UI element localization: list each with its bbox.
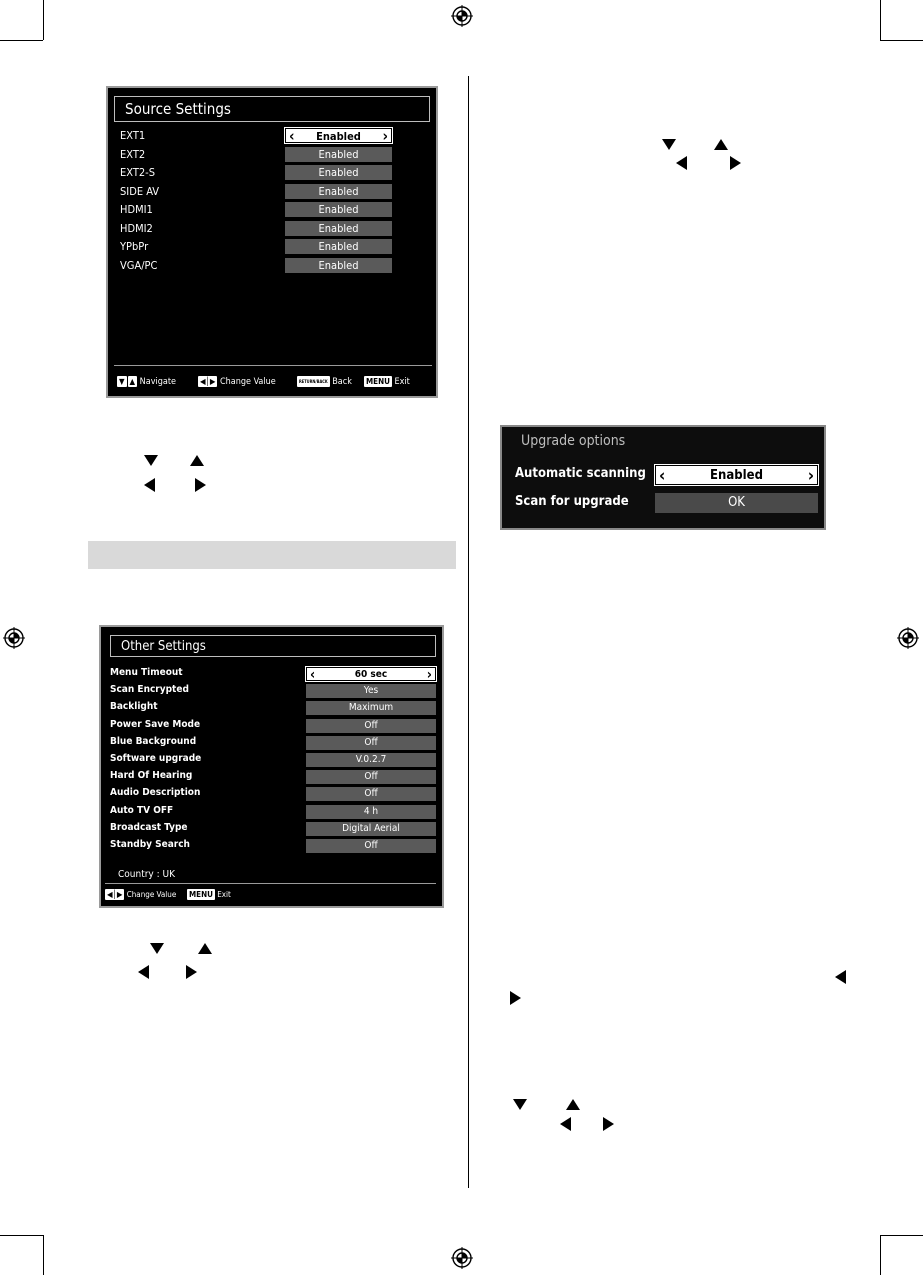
legend-separator (114, 365, 432, 366)
legend-separator (105, 883, 436, 884)
crop-mark (43, 1235, 44, 1275)
setting-value-selector[interactable] (285, 128, 392, 143)
setting-label: VGA/PC (120, 258, 158, 272)
setting-label: Scan for upgrade (515, 494, 629, 509)
source-settings-screen (106, 86, 438, 398)
setting-value-selector[interactable] (285, 258, 392, 273)
setting-label: Blue Background (110, 735, 197, 747)
setting-value-text: 60 sec (354, 669, 388, 680)
left-arrow-icon (676, 156, 687, 170)
setting-value-text: Digital Aerial (342, 822, 400, 834)
legend-exit: MENU Exit (189, 890, 231, 899)
setting-value-text: Enabled (318, 184, 359, 198)
crop-mark (880, 0, 881, 40)
setting-value-text: V.0.2.7 (355, 754, 387, 765)
setting-label: Broadcast Type (110, 821, 188, 833)
legend-exit: MENU Exit (366, 377, 410, 387)
down-arrow-icon (513, 1099, 527, 1110)
legend-navigate: ▼ ▲ Navigate (119, 377, 176, 387)
setting-value-text: Enabled (318, 240, 359, 253)
chevron-left-icon[interactable]: ‹ (310, 667, 316, 683)
setting-label: Scan Encrypted (110, 684, 189, 696)
legend-change-value: ◀│▶ Change Value (107, 890, 177, 899)
setting-label: Software upgrade (110, 753, 202, 764)
country-label: Country : UK (118, 869, 175, 880)
setting-value-selector[interactable] (306, 667, 436, 681)
crop-mark (43, 0, 44, 40)
upgrade-options-title: Upgrade options (521, 433, 626, 449)
chevron-right-icon[interactable]: › (807, 466, 814, 486)
setting-value-selector[interactable] (306, 736, 436, 750)
column-divider (468, 76, 469, 1188)
setting-value-selector[interactable] (285, 202, 392, 217)
right-arrow-icon (603, 1117, 614, 1131)
setting-value-selector[interactable] (655, 493, 818, 513)
setting-label: Auto TV OFF (110, 804, 174, 816)
setting-value-selector[interactable] (306, 753, 436, 767)
upgrade-options-screen (500, 425, 826, 530)
up-arrow-icon (566, 1099, 580, 1110)
chevron-right-icon[interactable]: › (382, 127, 388, 145)
registration-mark-icon (451, 5, 473, 27)
setting-value-text: Off (364, 771, 378, 783)
setting-value-text: Enabled (318, 166, 359, 179)
setting-value-selector[interactable] (285, 147, 392, 162)
setting-value-text: Enabled (318, 258, 359, 272)
setting-value-selector[interactable] (306, 787, 436, 801)
setting-value-text: Maximum (348, 702, 394, 714)
up-key-icon: ▲ (129, 377, 136, 386)
setting-value-text: 4 h (363, 805, 379, 817)
left-arrow-icon (835, 970, 846, 984)
setting-label: EXT2 (120, 147, 146, 161)
left-arrow-icon (144, 478, 155, 492)
setting-label: Power Save Mode (110, 718, 201, 730)
return-key-icon: RETURN/BACK (297, 376, 330, 387)
setting-label: YPbPr (120, 240, 149, 253)
down-arrow-icon (662, 139, 676, 150)
setting-label: Hard Of Hearing (110, 770, 193, 782)
setting-label: EXT2-S (120, 166, 156, 179)
up-arrow-icon (190, 455, 204, 466)
right-arrow-icon (730, 156, 741, 170)
setting-label: EXT1 (120, 129, 146, 142)
other-settings-title: Other Settings (110, 635, 436, 657)
chevron-left-icon[interactable]: ‹ (289, 127, 295, 145)
crop-mark (880, 1235, 923, 1236)
setting-value-selector[interactable] (306, 839, 436, 853)
left-right-key-icon: ◀│▶ (107, 890, 123, 899)
left-arrow-icon (560, 1117, 571, 1131)
menu-key-icon: MENU (366, 377, 390, 386)
left-arrow-icon (138, 965, 149, 979)
setting-label: Automatic scanning (515, 466, 646, 481)
setting-label: Audio Description (110, 787, 201, 799)
setting-value-selector[interactable] (306, 805, 436, 819)
registration-mark-icon (897, 627, 919, 649)
setting-label: HDMI2 (120, 221, 153, 235)
setting-value-text: Enabled (316, 130, 361, 143)
setting-value-selector[interactable] (306, 719, 436, 733)
setting-value-text: Enabled (710, 468, 763, 483)
down-arrow-icon (144, 455, 158, 466)
setting-value-text: Off (364, 719, 378, 731)
left-right-key-icon: ◀│▶ (200, 377, 216, 386)
setting-value-text: OK (728, 495, 745, 510)
crop-mark (0, 1235, 43, 1236)
registration-mark-icon (451, 1247, 473, 1269)
setting-value-text: Enabled (318, 203, 359, 216)
source-settings-title: Source Settings (114, 96, 430, 122)
setting-value-selector[interactable] (285, 239, 392, 254)
down-key-icon: ▼ (119, 377, 125, 386)
setting-value-text: Enabled (318, 147, 359, 161)
setting-value-selector[interactable] (655, 465, 818, 485)
setting-value-text: Off (364, 736, 378, 748)
right-arrow-icon (186, 965, 197, 979)
up-arrow-icon (198, 943, 212, 954)
setting-label: Backlight (110, 701, 158, 713)
legend-back: RETURN/BACK Back (299, 377, 352, 387)
section-heading-bar (88, 541, 456, 569)
legend-change-value: ◀│▶ Change Value (200, 377, 276, 387)
setting-value-selector[interactable] (306, 822, 436, 836)
setting-value-text: Off (364, 788, 378, 800)
menu-key-icon: MENU (189, 890, 213, 899)
setting-label: SIDE AV (120, 184, 160, 198)
chevron-left-icon[interactable]: ‹ (659, 466, 666, 486)
setting-value-selector[interactable] (306, 770, 436, 784)
setting-value-text: Off (364, 840, 378, 851)
setting-value-selector[interactable] (285, 184, 392, 199)
setting-value-selector[interactable] (306, 701, 436, 715)
crop-mark (880, 1235, 881, 1275)
right-arrow-icon (195, 478, 206, 492)
right-arrow-icon (510, 991, 521, 1005)
setting-value-text: Yes (363, 685, 379, 697)
setting-value-selector[interactable] (285, 221, 392, 236)
up-arrow-icon (714, 139, 728, 150)
other-settings-screen (99, 625, 444, 908)
chevron-right-icon[interactable]: › (426, 667, 432, 683)
down-arrow-icon (150, 943, 164, 954)
setting-label: Menu Timeout (110, 667, 183, 678)
setting-value-selector[interactable] (306, 684, 436, 698)
setting-value-text: Enabled (318, 221, 359, 235)
registration-mark-icon (3, 627, 25, 649)
crop-mark (0, 40, 43, 41)
crop-mark (880, 40, 923, 41)
setting-value-selector[interactable] (285, 165, 392, 180)
setting-label: Standby Search (110, 839, 190, 850)
setting-label: HDMI1 (120, 203, 153, 216)
